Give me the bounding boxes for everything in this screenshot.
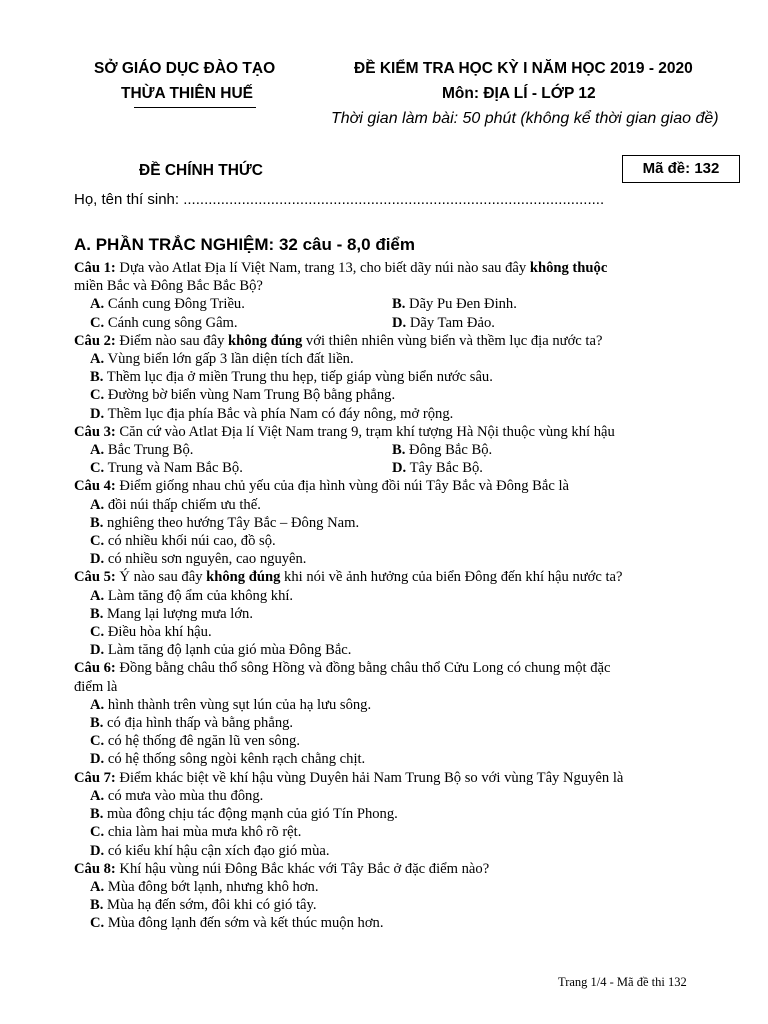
answer-option bbox=[90, 750, 744, 768]
option-letter: B. bbox=[392, 442, 406, 459]
question-text: với thiên nhiên vùng biển và thềm lục địa nước ta? bbox=[302, 332, 603, 349]
option-letter: D. bbox=[90, 405, 105, 422]
answer-option bbox=[90, 842, 744, 860]
option-letter: D. bbox=[90, 751, 105, 768]
option-letter: D. bbox=[90, 551, 105, 568]
question-text: Khí hậu vùng núi Đông Bắc khác với Tây Bắc ở đặc điểm nào? bbox=[115, 860, 490, 877]
question-text: khi nói về ảnh hưởng của biển Đông đến khí hậu nước ta? bbox=[280, 569, 623, 586]
option-letter: B. bbox=[90, 806, 104, 823]
question-text: miền Bắc và Đông Bắc Bắc Bộ? bbox=[74, 278, 263, 295]
question-6 bbox=[74, 659, 744, 768]
option-letter: B. bbox=[90, 369, 104, 386]
answer-option bbox=[90, 605, 744, 623]
question-4 bbox=[74, 477, 744, 568]
option-text: Thềm lục địa ở miền Trung thu hẹp, tiếp giáp vùng biển nước sâu. bbox=[103, 369, 493, 386]
question-text-line bbox=[74, 568, 744, 586]
option-text: có nhiều sơn nguyên, cao nguyên. bbox=[104, 551, 307, 568]
subject-line: Môn: ĐỊA LÍ - LỚP 12 bbox=[442, 85, 596, 102]
option-text: Trung và Nam Bắc Bộ. bbox=[104, 460, 243, 477]
option-letter: C. bbox=[90, 533, 105, 550]
question-text: Điểm giống nhau chủ yếu của địa hình vùng đồi núi Tây Bắc và Đông Bắc là bbox=[115, 478, 570, 495]
question-text: Điểm khác biệt về khí hậu vùng Duyên hải Nam Trung Bộ so với vùng Tây Nguyên là bbox=[115, 769, 624, 786]
option-text: mùa đông chịu tác động mạnh của gió Tín Phong. bbox=[103, 806, 398, 823]
question-text-line bbox=[74, 277, 744, 295]
answer-option bbox=[90, 587, 744, 605]
option-text: Mang lại lượng mưa lớn. bbox=[103, 605, 253, 622]
question-text: Dựa vào Atlat Địa lí Việt Nam, trang 13, cho biết dãy núi nào sau đây bbox=[115, 260, 530, 276]
option-text: có địa hình thấp và bằng phẳng. bbox=[103, 715, 294, 732]
option-text: Cánh cung Đông Triều. bbox=[104, 296, 245, 313]
answer-option bbox=[90, 714, 744, 732]
section-title: A. PHẦN TRẮC NGHIỆM: 32 câu - 8,0 điểm bbox=[74, 235, 416, 254]
question-7 bbox=[74, 769, 744, 860]
option-letter: B. bbox=[392, 296, 406, 313]
answer-options bbox=[74, 350, 744, 423]
option-text: có kiểu khí hậu cận xích đạo gió mùa. bbox=[104, 842, 330, 859]
option-letter: A. bbox=[90, 878, 105, 895]
answer-option bbox=[90, 496, 744, 514]
question-3 bbox=[74, 423, 744, 478]
answer-option bbox=[90, 350, 744, 368]
province-name: THỪA THIÊN HUẾ bbox=[121, 85, 253, 102]
question-label: Câu 4: bbox=[74, 478, 116, 495]
option-letter: A. bbox=[90, 351, 105, 368]
official-label: ĐỀ CHÍNH THỨC bbox=[139, 162, 263, 179]
option-letter: A. bbox=[90, 696, 105, 713]
answer-option bbox=[392, 441, 692, 459]
answer-options bbox=[74, 696, 744, 769]
option-letter: C. bbox=[90, 733, 105, 750]
option-letter: C. bbox=[90, 314, 105, 331]
option-text: có nhiều khối núi cao, đồ sộ. bbox=[104, 533, 276, 550]
answer-option bbox=[90, 623, 744, 641]
option-text: chia làm hai mùa mưa khô rõ rệt. bbox=[104, 824, 302, 841]
question-1 bbox=[74, 259, 744, 332]
question-label: Câu 6: bbox=[74, 660, 116, 677]
exam-code-box: Mã đề: 132 bbox=[622, 155, 740, 183]
answer-option bbox=[90, 386, 744, 404]
option-text: Dãy Tam Đảo. bbox=[406, 314, 495, 331]
emphasis-text: không thuộc bbox=[529, 260, 608, 276]
answer-option bbox=[90, 696, 744, 714]
option-text: Đường bờ biển vùng Nam Trung Bộ bằng phẳng. bbox=[104, 387, 396, 404]
question-label: Câu 1: bbox=[74, 260, 116, 276]
question-text-line bbox=[74, 423, 744, 441]
question-text-line bbox=[74, 259, 744, 277]
option-letter: B. bbox=[90, 715, 104, 732]
question-list bbox=[74, 259, 744, 933]
option-letter: D. bbox=[90, 642, 105, 659]
exam-title: ĐỀ KIỂM TRA HỌC KỲ I NĂM HỌC 2019 - 2020 bbox=[354, 60, 693, 77]
question-text: Điểm nào sau đây bbox=[115, 332, 229, 349]
option-letter: A. bbox=[90, 787, 105, 804]
answer-option bbox=[90, 514, 744, 532]
answer-option bbox=[90, 878, 744, 896]
option-letter: B. bbox=[90, 897, 104, 914]
department-name: SỞ GIÁO DỤC ĐÀO TẠO bbox=[94, 60, 276, 77]
option-letter: C. bbox=[90, 624, 105, 641]
question-text-line bbox=[74, 477, 744, 495]
option-text: Điều hòa khí hậu. bbox=[104, 624, 212, 641]
option-text: có hệ thống đê ngăn lũ ven sông. bbox=[104, 733, 300, 750]
duration-line: Thời gian làm bài: 50 phút (không kể thời gian giao đề) bbox=[331, 110, 719, 127]
answer-option bbox=[90, 805, 744, 823]
question-label: Câu 3: bbox=[74, 423, 116, 440]
option-text: Mùa đông bớt lạnh, nhưng khô hơn. bbox=[104, 878, 319, 895]
answer-options bbox=[74, 295, 744, 331]
answer-option bbox=[90, 823, 744, 841]
option-letter: D. bbox=[392, 460, 407, 477]
question-text: Đồng bằng châu thổ sông Hồng và đồng bằng châu thổ Cửu Long có chung một đặc bbox=[115, 660, 611, 677]
answer-option bbox=[90, 914, 744, 932]
question-8 bbox=[74, 860, 744, 933]
option-letter: A. bbox=[90, 496, 105, 513]
option-letter: A. bbox=[90, 442, 105, 459]
question-label: Câu 5: bbox=[74, 569, 116, 586]
option-text: Mùa đông lạnh đến sớm và kết thúc muộn hơn. bbox=[104, 915, 384, 932]
answer-option bbox=[392, 459, 692, 477]
option-letter: C. bbox=[90, 824, 105, 841]
student-name-line: Họ, tên thí sinh: ..................................................................................................... bbox=[74, 191, 605, 208]
answer-option bbox=[90, 368, 744, 386]
answer-options bbox=[74, 441, 744, 477]
option-text: Cánh cung sông Gâm. bbox=[104, 314, 238, 331]
emphasis-text: không đúng bbox=[206, 569, 281, 586]
answer-option bbox=[90, 732, 744, 750]
option-letter: B. bbox=[90, 514, 104, 531]
question-text: điểm là bbox=[74, 678, 118, 695]
option-text: Mùa hạ đến sớm, đôi khi có gió tây. bbox=[103, 897, 317, 914]
option-text: có hệ thống sông ngòi kênh rạch chằng chịt. bbox=[104, 751, 366, 768]
answer-option bbox=[392, 314, 692, 332]
question-text: Căn cứ vào Atlat Địa lí Việt Nam trang 9, trạm khí tượng Hà Nội thuộc vùng khí hậu bbox=[115, 423, 615, 440]
question-text: Ý nào sau đây bbox=[115, 569, 207, 586]
option-text: đồi núi thấp chiếm ưu thế. bbox=[104, 496, 261, 513]
question-label: Câu 2: bbox=[74, 332, 116, 349]
answer-options bbox=[74, 587, 744, 660]
answer-option bbox=[90, 532, 744, 550]
option-letter: D. bbox=[392, 314, 407, 331]
option-text: Đông Bắc Bộ. bbox=[405, 442, 493, 459]
option-text: Vùng biển lớn gấp 3 lần diện tích đất liền. bbox=[104, 351, 354, 368]
question-label: Câu 8: bbox=[74, 860, 116, 877]
option-text: Làm tăng độ ẩm của không khí. bbox=[104, 587, 294, 604]
question-2 bbox=[74, 332, 744, 423]
answer-option bbox=[90, 405, 744, 423]
option-letter: C. bbox=[90, 915, 105, 932]
answer-option bbox=[90, 295, 392, 313]
answer-options bbox=[74, 878, 744, 933]
option-letter: D. bbox=[90, 842, 105, 859]
option-text: hình thành trên vùng sụt lún của hạ lưu sông. bbox=[104, 696, 372, 713]
question-5 bbox=[74, 568, 744, 659]
option-letter: B. bbox=[90, 605, 104, 622]
option-text: Bắc Trung Bộ. bbox=[104, 442, 194, 459]
header-underline bbox=[134, 107, 256, 108]
option-letter: A. bbox=[90, 296, 105, 313]
page-footer: Trang 1/4 - Mã đề thi 132 bbox=[558, 975, 687, 989]
option-text: Tây Bắc Bộ. bbox=[406, 460, 483, 477]
answer-option bbox=[90, 896, 744, 914]
answer-option bbox=[90, 787, 744, 805]
question-text-line bbox=[74, 332, 744, 350]
answer-options bbox=[74, 787, 744, 860]
option-text: nghiêng theo hướng Tây Bắc – Đông Nam. bbox=[103, 514, 360, 531]
answer-option bbox=[392, 295, 692, 313]
emphasis-text: không đúng bbox=[228, 332, 303, 349]
question-text-line bbox=[74, 860, 744, 878]
answer-options bbox=[74, 496, 744, 569]
option-text: Thềm lục địa phía Bắc và phía Nam có đáy nông, mở rộng. bbox=[104, 405, 454, 422]
option-letter: A. bbox=[90, 587, 105, 604]
question-label: Câu 7: bbox=[74, 769, 116, 786]
answer-option bbox=[90, 441, 392, 459]
question-text-line bbox=[74, 769, 744, 787]
answer-option bbox=[90, 314, 392, 332]
option-letter: C. bbox=[90, 387, 105, 404]
option-text: có mưa vào mùa thu đông. bbox=[104, 787, 264, 804]
option-letter: C. bbox=[90, 460, 105, 477]
answer-option bbox=[90, 550, 744, 568]
option-text: Dãy Pu Đen Đinh. bbox=[405, 296, 517, 313]
question-text-line bbox=[74, 678, 744, 696]
answer-option bbox=[90, 641, 744, 659]
answer-option bbox=[90, 459, 392, 477]
option-text: Làm tăng độ lạnh của gió mùa Đông Bắc. bbox=[104, 642, 352, 659]
question-text-line bbox=[74, 659, 744, 677]
